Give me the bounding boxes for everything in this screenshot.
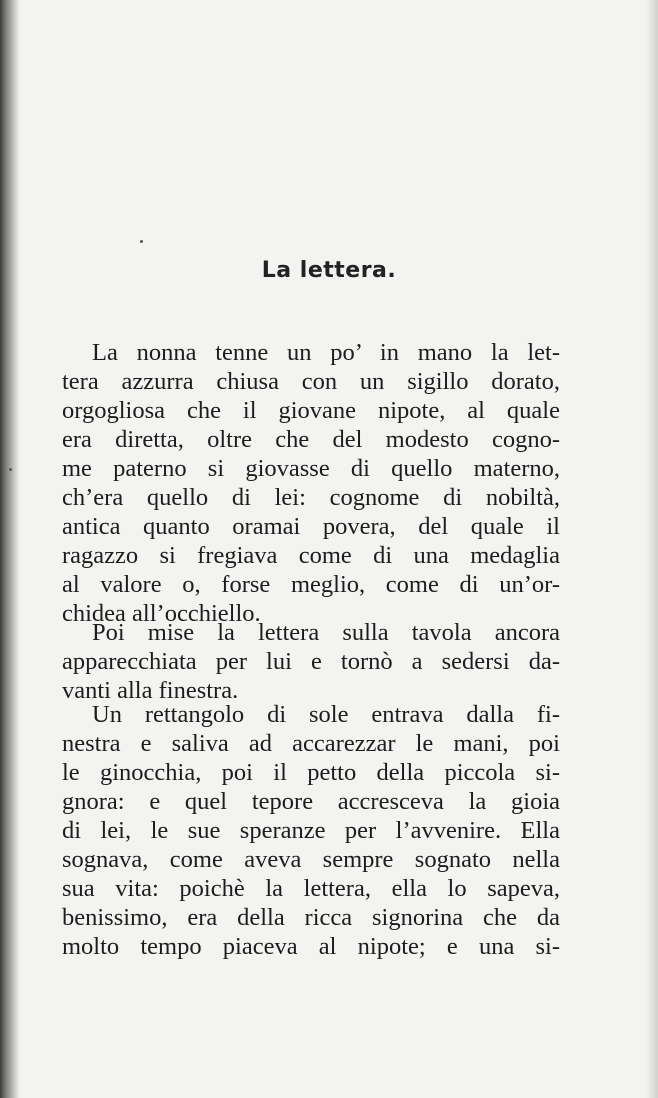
text-line: La nonna tenne un po’ in mano la let- <box>92 339 560 366</box>
text-line: molto tempo piaceva al nipote; e una si- <box>62 933 560 960</box>
text-line: Poi mise la lettera sulla tavola ancora <box>92 619 560 646</box>
text-line: di lei, le sue speranze per l’avvenire. Ella <box>62 817 560 844</box>
text-line: orgogliosa che il giovane nipote, al quale <box>62 397 560 424</box>
text-line: tera azzurra chiusa con un sigillo dorato, <box>62 368 560 395</box>
text-line: me paterno si giovasse di quello materno, <box>62 455 560 482</box>
text-line: nestra e saliva ad accarezzar le mani, poi <box>62 730 560 757</box>
print-speck <box>140 240 143 243</box>
text-line: le ginocchia, poi il petto della piccola si- <box>62 759 560 786</box>
text-line: ch’era quello di lei: cognome di nobiltà, <box>62 484 560 511</box>
chapter-title: La lettera. <box>261 258 397 283</box>
text-line: vanti alla finestra. <box>62 677 239 704</box>
text-line: sognava, come aveva sempre sognato nella <box>62 846 560 873</box>
text-line: benissimo, era della ricca signorina che da <box>62 904 560 931</box>
page-binding-edge <box>0 0 20 1098</box>
text-line: sua vita: poichè la lettera, ella lo sapeva, <box>62 875 560 902</box>
text-line: gnora: e quel tepore accresceva la gioia <box>62 788 560 815</box>
text-line: antica quanto oramai povera, del quale il <box>62 513 560 540</box>
text-line: era diretta, oltre che del modesto cogno- <box>62 426 560 453</box>
print-speck <box>9 468 12 471</box>
text-line: apparecchiata per lui e tornò a sedersi da- <box>62 648 560 675</box>
text-line: Un rettangolo di sole entrava dalla fi- <box>92 701 560 728</box>
text-line: ragazzo si fregiava come di una medaglia <box>62 542 560 569</box>
text-line: al valore o, forse meglio, come di un’or- <box>62 571 560 598</box>
page-edge-shadow <box>646 0 658 1098</box>
text-line: chidea all’occhiello. <box>62 600 261 627</box>
